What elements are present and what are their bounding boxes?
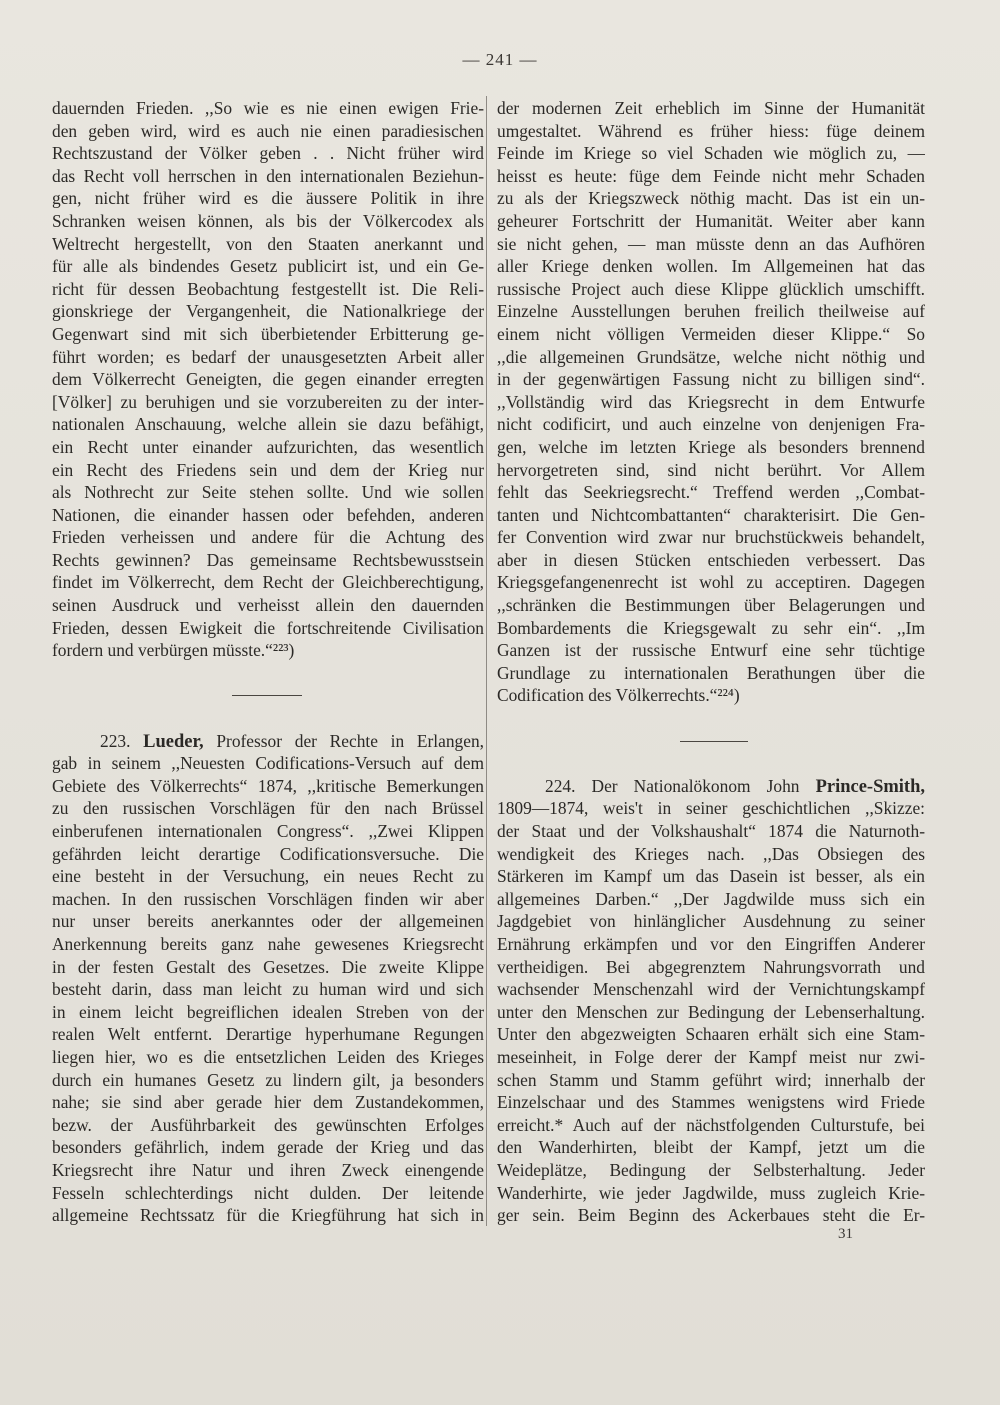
- text-line: ein Recht des Friedens sein und dem der Krieg nur: [52, 459, 484, 480]
- text-line: allgemeines Darben.“ ,,Der Jagdwilde muss sich ein: [497, 888, 925, 909]
- text-line: Gegenwart sind mit sich überbietender Erbitterung ge-: [52, 323, 484, 344]
- text-line: Ernährung erkämpfen und vor den Eingriffen Anderer: [497, 933, 925, 954]
- text-line: durch ein humanes Gesetz zu lindern gilt, ja besonders: [52, 1069, 484, 1090]
- text-line: Weideplätze, Bedingung der Selbsterhaltung. Jeder: [497, 1159, 925, 1180]
- text-line: seinen Ausdruck und verheisst allein den dauernden: [52, 595, 484, 616]
- text-line: findet im Völkerrecht, dem Recht der Gleichberechtigung,: [52, 572, 484, 593]
- section-separator-rule: [497, 730, 925, 753]
- text-line: Wanderhirte, wie jeder Jagdwilde, muss zugleich Krie-: [497, 1182, 925, 1203]
- text-line: nur unser bereits anerkanntes oder der allgemeinen: [52, 911, 484, 932]
- text-line: wachsender Menschenzahl wird der Vernichtungskampf: [497, 979, 925, 1000]
- text-line: erreicht.* Auch auf der nächstfolgenden Culturstufe, bei: [497, 1114, 925, 1135]
- text-line: Rechts gewinnen? Das gemeinsame Rechtsbewusstsein: [52, 549, 484, 570]
- text-line: Grundlage zu internationalen Berathungen über die: [497, 662, 925, 683]
- text-line: aber in diesen Stücken entschieden verbessert. Das: [497, 549, 925, 570]
- heading-rest: Professor der Rechte in Erlangen,: [203, 730, 484, 751]
- text-line: dem Völkerrecht Geneigten, die gegen einander erregten: [52, 369, 484, 390]
- text-line: liegen hier, wo es die entsetzlichen Leiden des Krieges: [52, 1046, 484, 1067]
- text-line: ein Recht unter einander aufzurichten, das wesentlich: [52, 436, 484, 457]
- text-line: bezw. der Ausführbarkeit des gewünschten Erfolges: [52, 1114, 484, 1135]
- text-line: aller Kriege denken wollen. Im Allgemeinen hat das: [497, 256, 925, 277]
- text-line: meseinheit, in Folge derer der Kampf meist nur zwi-: [497, 1046, 925, 1067]
- page-number: — 241 —: [462, 50, 538, 69]
- text-line: Kriegsgefangenenrecht ist wohl zu acceptiren. Dagegen: [497, 572, 925, 593]
- text-line: Einzelne Ausstellungen beruhen freilich theilweise auf: [497, 301, 925, 322]
- text-line: Anerkennung bereits ganz nahe gewesenes Kriegsrecht: [52, 933, 484, 954]
- text-line: schen Stamm und Stamm geführt wird; innerhalb der: [497, 1069, 925, 1090]
- text-line: fehlt das Seekriegsrecht.“ Treffend werden ,,Combat-: [497, 482, 925, 503]
- text-line: als Nothrecht zur Seite stehen sollte. Und wie sollen: [52, 482, 484, 503]
- text-line: in einem leicht begreiflichen idealen Streben von der: [52, 1001, 484, 1022]
- text-line: Unter den abgezweigten Schaaren erhält sich eine Stam-: [497, 1024, 925, 1045]
- text-line: ,,die allgemeinen Grundsätze, welche nicht nöthig und: [497, 346, 925, 367]
- text-line: [Völker] zu beruhigen und sie vorzubereiten zu der inter-: [52, 391, 484, 412]
- text-line: das Recht voll herrschen in den internationalen Beziehun-: [52, 165, 484, 186]
- text-line: umgestaltet. Während es früher hiess: füge deinem: [497, 120, 925, 141]
- text-line: gen, welche im letzten Kriege als besonders brennend: [497, 436, 925, 457]
- text-line: der Staat und der Volkshaushalt“ 1874 die Naturnoth-: [497, 821, 925, 841]
- text-line: ,,schränken die Bestimmungen über Belagerungen und: [497, 595, 925, 616]
- text-line: zu den russischen Vorschlägen für den nach Brüssel: [52, 798, 484, 819]
- text-line: nationalen Anschauung, welche allein sie dazu befähigt,: [52, 414, 484, 435]
- text-line: Rechtszustand der Völker geben . . Nicht früher wird: [52, 143, 484, 164]
- text-line: russische Project auch diese Klippe glücklich umschifft.: [497, 278, 925, 299]
- text-line: Frieden, dessen Ewigkeit die fortschreitende Civilisation: [52, 617, 484, 638]
- text-line: ger sein. Beim Beginn des Ackerbaues steht die Er-: [497, 1205, 925, 1226]
- text-line: Stärkeren im Kampf um das Dasein ist besser, als ein: [497, 866, 925, 887]
- text-line: zu als der Kriegszweck nöthig macht. Das ist ein un-: [497, 188, 925, 209]
- text-line: ,,Vollständig wird das Kriegsrecht in dem Entwurfe: [497, 391, 925, 412]
- text-line: vertheidigen. Bei abgegrenztem Nahrungsvorrath und: [497, 956, 925, 977]
- text-line: wendigkeit des Krieges nach. ,,Das Obsiegen des: [497, 843, 925, 864]
- text-line: Frieden verheissen und andere für die Achtung des: [52, 527, 484, 548]
- text-line: gab in seinem ,,Neuesten Codifications-Versuch auf dem: [52, 753, 484, 774]
- blank-space: [497, 752, 925, 775]
- text-line: einberufenen internationalen Congress“. ,,Zwei Klippen: [52, 821, 484, 841]
- text-line: hervorgetreten sind, sind nicht berührt. Vor Allem: [497, 459, 925, 480]
- text-line: Codification des Völkerrechts.“²²⁴): [497, 685, 740, 706]
- text-line: Ganzen ist der russische Entwurf eine sehr tüchtige: [497, 640, 925, 661]
- text-line: Gebiete des Völkerrechts“ 1874, ,,kritische Bemerkungen: [52, 775, 484, 796]
- text-line: den geben wird, wird es auch nie einen paradiesischen: [52, 120, 484, 141]
- text-line: fordern und verbürgen müsste.“²²³): [52, 640, 295, 661]
- section-number: 223.: [100, 730, 144, 751]
- text-line: nicht codificirt, und auch einzelne von denjenigen Fra-: [497, 414, 925, 435]
- text-line: allgemeine Rechtssatz für die Kriegführung hat sich in: [52, 1205, 484, 1226]
- text-line: besteht darin, dass man leicht zu human wird und sich: [52, 979, 484, 1000]
- blank-space: [52, 662, 484, 685]
- text-line: tanten und Nichtcombattanten“ charakterisirt. Die Gen-: [497, 504, 925, 525]
- text-line: sie nicht gehen, — man müsste denn an das Aufhören: [497, 233, 925, 254]
- text-line: besonders gefährlich, indem gerade der Krieg und das: [52, 1137, 484, 1158]
- author-name: Prince-Smith,: [815, 776, 925, 797]
- text-line: machen. In den russischen Vorschlägen finden wir aber: [52, 888, 484, 909]
- right-column: [497, 97, 925, 1227]
- text-line: Feinde im Kriege so viel Schaden wie möglich zu, —: [497, 143, 925, 164]
- text-line: den Wanderhirten, bleibt der Kampf, jetzt um die: [497, 1137, 925, 1158]
- text-line: in der gegenwärtigen Fassung nicht zu billigen sind“.: [497, 369, 925, 390]
- text-line: gefährden leicht derartige Codificationsversuche. Die: [52, 843, 484, 864]
- text-line: Jagdgebiet von hinlänglicher Ausdehnung zu seiner: [497, 911, 925, 932]
- text-line: einem nicht völligen Vermeiden dieser Klippe.“ So: [497, 323, 925, 344]
- text-line: Weltrecht hergestellt, von den Staaten anerkannt und: [52, 233, 484, 254]
- signature-mark: 31: [838, 1226, 853, 1242]
- section-heading-line: [497, 775, 925, 798]
- text-line: Nationen, die einander hassen oder befehden, anderen: [52, 504, 484, 525]
- text-line: dauernden Frieden. ,,So wie es nie einen ewigen Frie-: [52, 98, 484, 118]
- text-line: für alle als bindendes Gesetz publicirt ist, und ein Ge-: [52, 256, 484, 277]
- text-line: geheurer Fortschritt der Humanität. Weiter aber kann: [497, 210, 925, 231]
- text-line: Fesseln schlechterdings nicht dulden. Der leitende: [52, 1182, 484, 1203]
- blank-space: [497, 707, 925, 730]
- text-line: Bombardements die Kriegsgewalt zu sehr ein“. ,,Im: [497, 617, 925, 638]
- column-divider: [486, 96, 487, 1226]
- text-line: 1809—1874, weis't in seiner geschichtlichen ,,Skizze:: [497, 798, 925, 819]
- text-line: richt für dessen Beobachtung festgestellt ist. Die Reli-: [52, 278, 484, 299]
- text-line: gen, nicht früher wird es die äussere Politik in ihre: [52, 188, 484, 209]
- blank-space: [52, 707, 484, 730]
- text-line: in der festen Gestalt des Gesetzes. Die zweite Klippe: [52, 956, 484, 977]
- text-line: gionskriege der Vergangenheit, die Nationalkriege der: [52, 301, 484, 322]
- text-line: realen Welt entfernt. Derartige hyperhumane Regungen: [52, 1024, 484, 1045]
- text-line: Kriegsrecht ihre Natur und ihren Zweck einengende: [52, 1159, 484, 1180]
- text-line: Schranken weisen können, als bis der Völkercodex als: [52, 210, 484, 231]
- left-column: [52, 97, 484, 1227]
- text-line: Einzelschaar und des Stammes wenigstens wird Friede: [497, 1092, 925, 1113]
- text-line: der modernen Zeit erheblich im Sinne der Humanität: [497, 98, 925, 118]
- author-name: Lueder,: [143, 731, 204, 752]
- text-line: heisst es heute: füge dem Feinde nicht mehr Schaden: [497, 165, 925, 186]
- text-line: eine besteht in der Versuchung, ein neues Recht zu: [52, 866, 484, 887]
- section-number: 224. Der Nationalökonom John: [545, 775, 816, 796]
- text-line: fer Convention wird zwar nur bruchstückweis behandelt,: [497, 527, 925, 548]
- section-separator-rule: [52, 684, 484, 707]
- text-line: führt worden; es bedarf der unausgesetzten Arbeit aller: [52, 346, 484, 367]
- text-line: nahe; sie sind aber gerade hier dem Zustandekommen,: [52, 1092, 484, 1113]
- text-line: unter den Menschen zur Bedingung der Lebenserhaltung.: [497, 1001, 925, 1022]
- section-heading-line: [52, 730, 484, 753]
